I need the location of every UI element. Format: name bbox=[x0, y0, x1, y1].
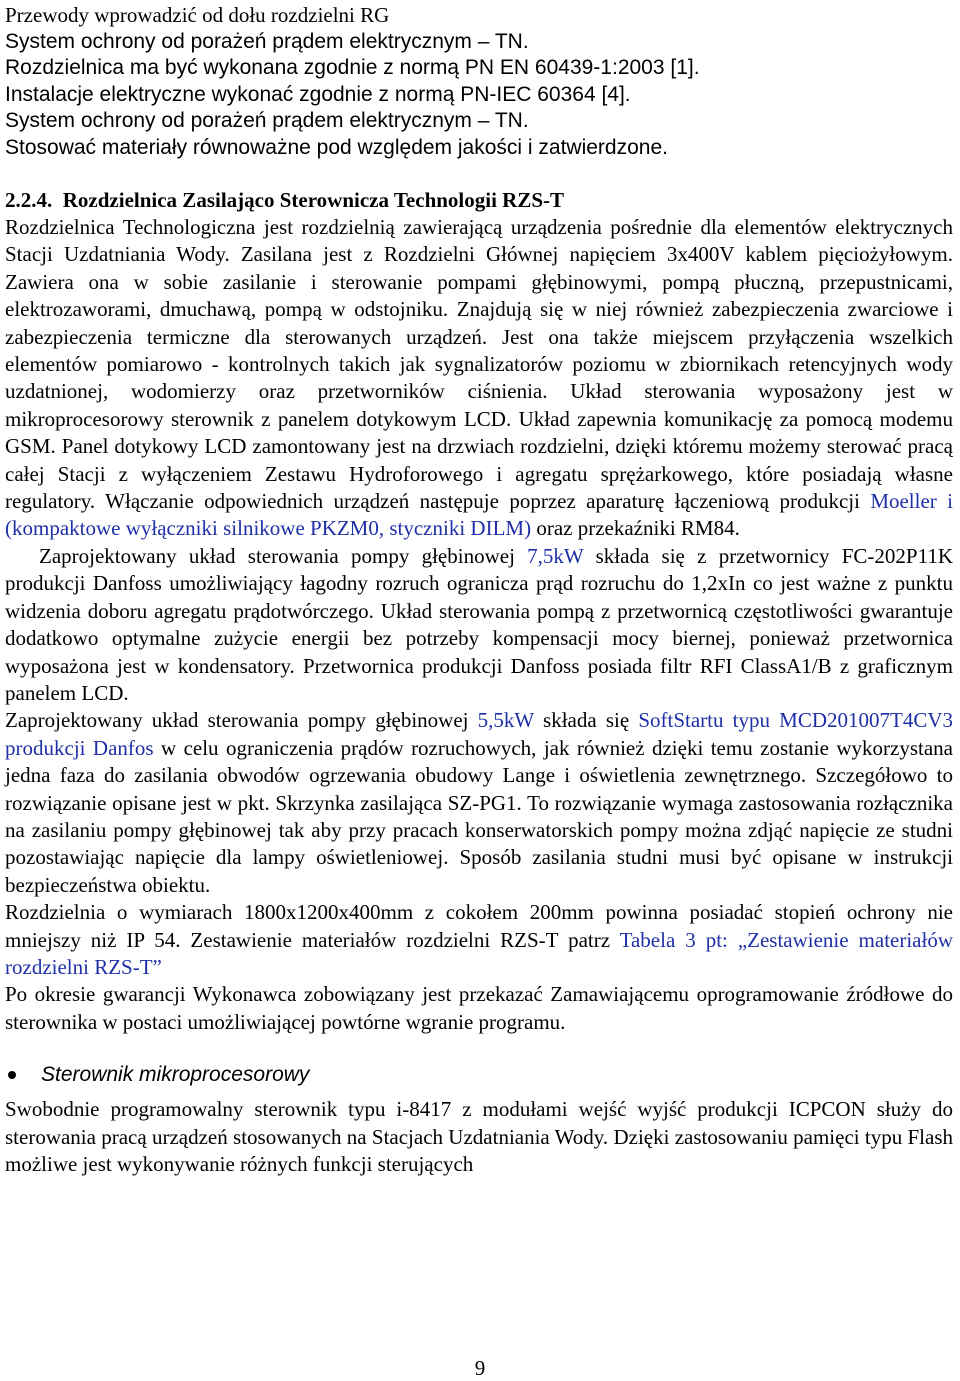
intro-line-5: System ochrony od porażeń prądem elektrycznym – TN. bbox=[5, 109, 529, 132]
link-moeller[interactable]: Moeller i (kompaktowe wyłączniki silnikowe PKZM0, styczniki DILM) bbox=[5, 489, 953, 541]
para3-text-end: w celu ograniczenia prądów rozruchowych, jak również dzięki temu zostanie wykorzystana jedna faza do zasilania obwodów ogrzewania obudowy Lange i oświetlenia zewnętrznego. Szczegółowo to rozwiązanie opisane jest w pkt. Skrzynka zasilająca SZ-PG1. To rozwiązanie wymaga zastosowania rozłącznika na zasilaniu pompy głębinowej tak aby przy pracach konserwatorskich pompy można zdjąć napięcie ze studni pozostawiając napięcie dla lampy oświetleniowej. Sposób zasilania studni musi być opisane w instrukcji bezpieczeństwa obiektu. bbox=[5, 735, 953, 897]
paragraph-warranty: Po okresie gwarancji Wykonawca zobowiązany jest przekazać Zamawiającemu oprogramowanie źródłowe do sterownika w postaci umożliwiającej powtórne wgranie programu. bbox=[5, 982, 953, 1034]
para4-text: Rozdzielnia o wymiarach 1800x1200x400mm z cokołem 200mm powinna posiadać stopień ochrony nie mniejszy niż IP 54. Zestawienie materiałów rozdzielni RZS-T patrz bbox=[5, 900, 953, 952]
section-title: Rozdzielnica Zasilająco Sterownicza Technologii RZS-T bbox=[62, 188, 565, 212]
link-softstart[interactable]: SoftStartu typu MCD201007T4CV3 produkcji Danfos bbox=[5, 708, 953, 760]
link-7-5kw[interactable]: 7,5kW bbox=[527, 543, 584, 568]
bullet-heading: Sterownik mikroprocesorowy bbox=[41, 1063, 310, 1087]
link-5-5kw[interactable]: 5,5kW bbox=[477, 708, 534, 733]
para2-text-end: składa się z przetwornicy FC-202P11K produkcji Danfoss umożliwiający łagodny rozruch ogranicza prąd rozruchu do 1,2xIn co jest ważne z punktu widzenia doboru agregatu prądotwórczego. Układ sterowania pompą z przetwornicą częstotliwości gwarantuje dodatkowo optymalne zużycie energii bez potrzeby kompensacji mocy biernej, ponieważ przetwornica wyposażona jest w kondensatory. Przetwornica produkcji Danfoss posiada filtr RFI ClassA1/B z graficznym panelem LCD. bbox=[5, 543, 953, 705]
link-tabela-3[interactable]: Tabela 3 pt: „Zestawienie materiałów rozdzielni RZS-T” bbox=[5, 927, 954, 979]
intro-line-6: Stosować materiały równoważne pod względem jakości i zatwierdzone. bbox=[5, 135, 668, 159]
paragraph-pump-7-5kw bbox=[5, 543, 953, 707]
section-number: 2.2.4. bbox=[5, 188, 53, 212]
intro-line-2: System ochrony od porażeń prądem elektrycznym – TN. bbox=[5, 29, 529, 53]
document-page bbox=[5, 2, 953, 1178]
bullet-item bbox=[5, 1060, 953, 1090]
para3-text: Zaprojektowany układ sterowania pompy głębinowej bbox=[5, 708, 478, 733]
para1-text: Rozdzielnica Technologiczna jest rozdzielnią zawierającą urządzenia pośrednie dla elementów elektrycznych Stacji Uzdatniania Wody. Zasilana jest z Rozdzielni Głównej napięciem 3x400V kablem pięciożyłowym. Zawiera ona w sobie zasilanie i sterowanie pompami głębinowymi, pompą płuczną, przepustnicami, elektrozaworami, dmuchawą, pompą w odstojniku. Znajdują się w niej również zabezpieczenia zwarciowe i zabezpieczenia termiczne dla sterowanych urządzeń. Jest ona także miejscem przyłączenia wszelkich elementów pomiarowo - kontrolnych takich jak sygnalizatorów poziomu w zbiornikach retencyjnych wody uzdatnionej, wodomierzy oraz przetworników ciśnienia. Układ sterowania wyposażony jest w mikroprocesorowy sterownik z panelem dotykowym LCD. Układ zapewnia komunikację za pomocą modemu GSM. Panel dotykowy LCD zamontowany jest na drzwiach rozdzielni, dzięki któremu możemy sterować pracą całej Stacji z wyłączeniem Zestawu Hydroforowego i agregatu sprężarkowego, które posiadają własne regulatory. Włączanie odpowiednich urządzeń następuje poprzez aparaturę łączeniową produkcji bbox=[5, 215, 953, 514]
para2-text: Zaprojektowany układ sterowania pompy głębinowej bbox=[39, 543, 528, 568]
intro-line-4: Instalacje elektryczne wykonać zgodnie z normą PN-IEC 60364 [4]. bbox=[5, 82, 631, 106]
paragraph-controller: Swobodnie programowalny sterownik typu i-8417 z modułami wejść wyjść produkcji ICPCON służy do sterowania pracą urządzeń stosowanych na Stacjach Uzdatniania Wody. Dzięki zastosowaniu pamięci typu Flash możliwe jest wykonywanie różnych funkcji sterujących bbox=[5, 1097, 953, 1176]
para3-text-mid: składa się bbox=[533, 708, 639, 733]
paragraph-pump-5-5kw bbox=[5, 707, 953, 899]
intro-line-1: Przewody wprowadzić od dołu rozdzielni RG bbox=[5, 3, 390, 27]
para1-text-end: oraz przekaźniki RM84. bbox=[531, 516, 740, 541]
paragraph-dimensions bbox=[5, 899, 953, 981]
intro-line-3: Rozdzielnica ma być wykonana zgodnie z normą PN EN 60439-1:2003 [1]. bbox=[5, 56, 700, 79]
paragraph-description bbox=[5, 214, 953, 543]
intro-lines bbox=[5, 2, 953, 161]
page-number: 9 bbox=[474, 1356, 486, 1380]
bullet-dot-icon bbox=[8, 1071, 16, 1079]
section-heading bbox=[5, 187, 953, 214]
